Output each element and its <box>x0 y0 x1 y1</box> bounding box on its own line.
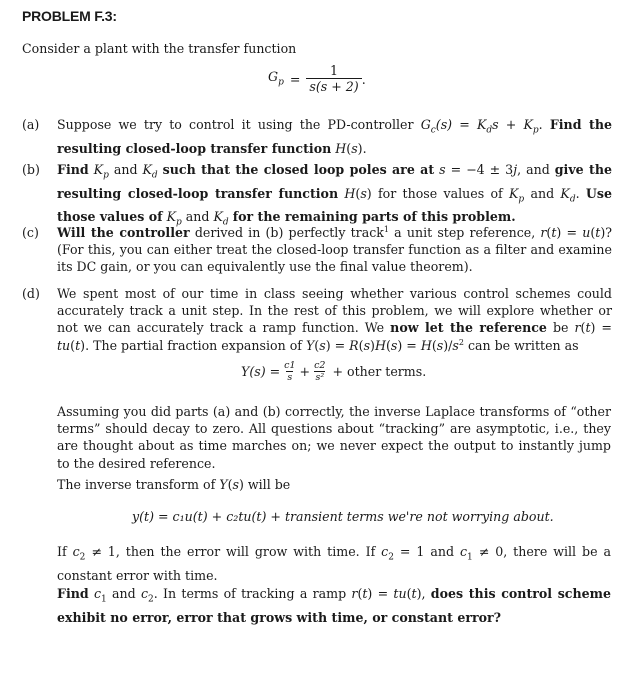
c1-over-s <box>283 361 296 383</box>
yt-equation: y(t) = c₁u(t) + c₂tu(t) + transient terms we're not worrying about. <box>132 509 554 524</box>
s2-den: s² <box>315 372 325 383</box>
ys-plus: + <box>299 364 311 380</box>
gp-lhs: $G_p$ <box>268 68 284 88</box>
part-a-body: Suppose we try to control it using the PD-controller $G_c(s) = K_ds + K_p$. Find the resulting closed-loop transfer function H(s). <box>57 117 613 156</box>
final-question: Find $c_1$ and $c_2$. In terms of tracking a ramp r(t) = tu(t), does this control scheme exhibit no error, error that grows with time, or constant error? <box>57 586 611 625</box>
problem-heading: PROBLEM F.3: <box>22 8 117 24</box>
intro-text: Consider a plant with the transfer function <box>22 41 297 56</box>
gp-numerator: 1 <box>330 63 339 78</box>
ys-expansion <box>241 361 426 383</box>
assumption-paragraph: Assuming you did parts (a) and (b) correctly, the inverse Laplace transforms of “other terms” should decay to zero. All questions about “tracking” are asymptotic, i.e., they are thought about as time marches on; we never expect the output to instantly jump to the desired reference. <box>57 404 611 471</box>
part-d-body: We spent most of our time in class seeing whether various control schemes could accurately track a unit step. In the rest of this problem, we will explore whether or not we can accurately track a ramp function. We now let the reference be r(t) = tu(t). The partial fraction expansion of $Y(s) = R(s)H(s) = H(s)/s^2$ can be written as <box>57 286 612 353</box>
part-b <box>22 161 612 232</box>
c1-num: c1 <box>284 360 296 371</box>
part-d <box>22 285 612 354</box>
part-c-body: Will the controller derived in (b) perfectly track$^1$ a unit step reference, r(t) = u(t)? (For this, you can either treat the closed-loop transfer function as a filter and examine its DC gain, or you can equivalently use the final value theorem). <box>57 224 612 275</box>
inverse-transform-intro: The inverse transform of Y(s) will be <box>57 477 291 492</box>
part-c <box>22 224 612 276</box>
part-b-label: (b) <box>22 162 40 177</box>
plant-transfer-function <box>268 64 366 95</box>
ys-tail: + other terms. <box>332 364 427 380</box>
gp-equals: = <box>289 71 301 87</box>
gp-trail: . <box>361 71 366 87</box>
part-b-body: Find $K_p$ and $K_d$ such that the closed loop poles are at s = −4 ± 3j, and give the resulting closed-loop transfer function H(s) for those values of $K_p$ and $K_d$. Use those values of $K_p$ and $K_d$ for the remaining parts of this problem. <box>57 162 613 228</box>
gp-denominator: s(s + 2) <box>306 78 361 95</box>
part-c-label: (c) <box>22 225 39 240</box>
error-explanation: If $c_2 \ne 1$, then the error will grow with time. If $c_2 = 1$ and $c_1 \ne 0$, there will be a constant error with time. <box>57 544 611 583</box>
ys-lhs: Y(s) = <box>241 364 281 380</box>
part-a <box>22 116 612 157</box>
c2-num: c2 <box>314 360 326 371</box>
c2-over-s2 <box>313 361 326 383</box>
part-d-label: (d) <box>22 286 40 301</box>
part-a-label: (a) <box>22 117 40 132</box>
s-den: s <box>287 372 293 383</box>
gp-fraction <box>306 64 361 95</box>
